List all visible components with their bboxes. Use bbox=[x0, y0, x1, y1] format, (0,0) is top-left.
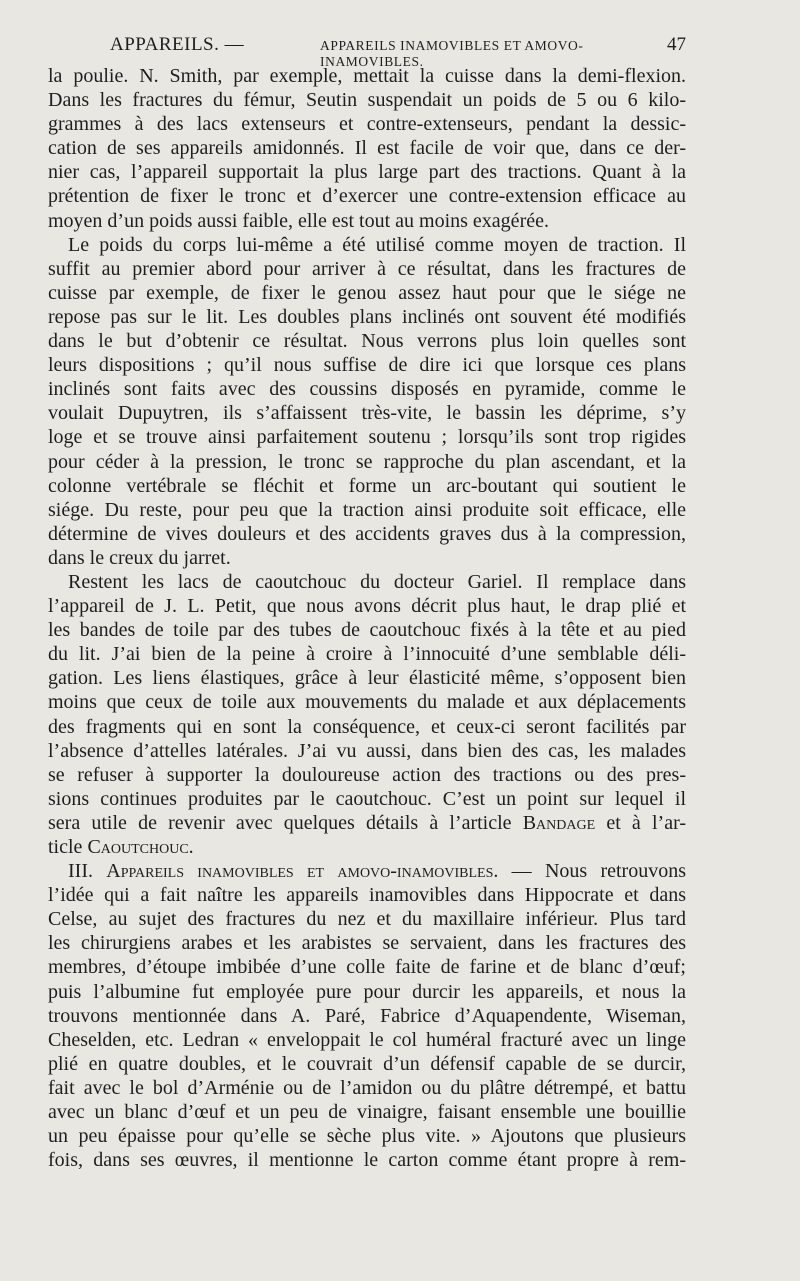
text-line: fois, dans ses œuvres, il mentionne le carton comme étant propre à rem- bbox=[48, 1149, 686, 1172]
text-line: gation. Les liens élastiques, grâce à leur élasticité même, s’opposent bien bbox=[48, 667, 686, 690]
text-line: cuisse par exemple, de fixer le genou assez haut pour que le siége ne bbox=[48, 281, 686, 304]
text-line: l’absence d’attelles latérales. J’ai vu aussi, dans bien des cas, les malades bbox=[48, 739, 686, 762]
header-dash: — bbox=[224, 34, 245, 55]
text-line: dans le but d’obtenir ce résultat. Nous verrons plus loin quelles sont bbox=[48, 330, 686, 353]
text-line: sions continues produites par le caoutchouc. C’est un point sur lequel il bbox=[48, 787, 686, 810]
text-line: moins que ceux de toile aux mouvements du malade et aux déplacements bbox=[48, 691, 686, 714]
body-text bbox=[48, 64, 686, 1172]
header-section bbox=[110, 34, 244, 56]
text-line: ticle Caoutchouc. bbox=[48, 836, 194, 858]
text-line: la poulie. N. Smith, par exemple, mettait la cuisse dans la demi-flexion. bbox=[48, 65, 686, 87]
text-line: inclinés sont faits avec des coussins disposés en pyramide, comme le bbox=[48, 378, 686, 401]
text-line: voulait Dupuytren, ils s’affaissent très-vite, le bassin les déprime, s’y bbox=[48, 402, 686, 425]
text-line: Cheselden, etc. Ledran « enveloppait le col huméral fracturé avec un linge bbox=[48, 1028, 686, 1051]
text-line: Celse, au sujet des fractures du nez et du maxillaire inférieur. Plus tard bbox=[48, 908, 686, 931]
text-line: l’idée qui a fait naître les appareils inamovibles dans Hippocrate et dans bbox=[48, 884, 686, 907]
text-line: cation de ses appareils amidonnés. Il est facile de voir que, dans ce der- bbox=[48, 137, 686, 160]
running-header bbox=[48, 32, 686, 69]
text-line: grammes à des lacs extenseurs et contre-extenseurs, pendant la dessic- bbox=[48, 113, 686, 136]
text-line: prétention de fixer le tronc et d’exercer une contre-extension efficace au bbox=[48, 185, 686, 208]
text-line: Dans les fractures du fémur, Seutin suspendait un poids de 5 ou 6 kilo- bbox=[48, 89, 686, 112]
text-line: membres, d’étoupe imbibée d’une colle faite de farine et de blanc d’œuf; bbox=[48, 956, 686, 979]
text-line: du lit. J’ai bien de la peine à croire à l’innocuité d’une semblable déli- bbox=[48, 643, 686, 666]
text-line: plié en quatre doubles, et le couvrait d’un défensif capable de se durcir, bbox=[48, 1052, 686, 1075]
text-line: leurs dispositions ; qu’il nous suffise de dire ici que lorsque ces plans bbox=[48, 354, 686, 377]
text-line: moyen d’un poids aussi faible, elle est tout au moins exagérée. bbox=[48, 209, 549, 232]
text-line: fait avec le bol d’Arménie ou de l’amidon ou du plâtre détrempé, et battu bbox=[48, 1076, 686, 1099]
text-line: loge et se trouve ainsi parfaitement soutenu ; lorsqu’ils sont trop rigides bbox=[48, 426, 686, 449]
small-caps-term: Appareils inamovibles et amovo-inamovibles bbox=[106, 860, 494, 883]
text-line: les bandes de toile par des tubes de caoutchouc fixés à la tête et au pied bbox=[48, 619, 686, 642]
text-line: se refuser à supporter la douloureuse action des tractions ou des pres- bbox=[48, 763, 686, 786]
small-caps-term: Bandage bbox=[522, 811, 596, 834]
text-line: des fragments qui en sont la conséquence, et ceux-ci seront facilités par bbox=[48, 715, 686, 738]
text-line: dans le creux du jarret. bbox=[48, 546, 231, 569]
text-line: Le poids du corps lui-même a été utilisé comme moyen de traction. Il bbox=[68, 233, 686, 256]
text-line: l’appareil de J. L. Petit, que nous avons décrit plus haut, le drap plié et bbox=[48, 595, 686, 618]
text-line: suffit au premier abord pour arriver à ce résultat, dans les fractures de bbox=[48, 257, 686, 280]
text-line: sera utile de revenir avec quelques détails à l’article Bandage et à l’ar- bbox=[48, 811, 686, 834]
header-subtitle: APPAREILS INAMOVIBLES ET AMOVO-INAMOVIBLES. bbox=[320, 38, 584, 69]
header-section-title: APPAREILS. bbox=[110, 34, 220, 55]
text-line: détermine de vives douleurs et des accidents graves dus à la compression, bbox=[48, 522, 686, 545]
text-line: avec un blanc d’œuf et un peu de vinaigre, faisant ensemble une bouillie bbox=[48, 1101, 686, 1124]
page-number: 47 bbox=[667, 34, 686, 55]
text-line: III. Appareils inamovibles et amovo-inamovibles. — Nous retrouvons bbox=[68, 860, 686, 883]
small-caps-term: Caoutchouc bbox=[87, 836, 189, 858]
text-line: pour céder à la pression, le tronc se rapproche du plan ascendant, et la bbox=[48, 450, 686, 473]
text-line: colonne vertébrale se fléchit et forme un arc-boutant qui soutient le bbox=[48, 474, 686, 497]
text-line: trouvons mentionnée dans A. Paré, Fabrice d’Aquapendente, Wiseman, bbox=[48, 1004, 686, 1027]
text-line: repose pas sur le lit. Les doubles plans inclinés ont souvent été modifiés bbox=[48, 305, 686, 328]
text-line: un peu épaisse pour qu’elle se sèche plus vite. » Ajoutons que plusieurs bbox=[48, 1125, 686, 1148]
text-line: nier cas, l’appareil supportait la plus large part des tractions. Quant à la bbox=[48, 161, 686, 184]
text-line: Restent les lacs de caoutchouc du docteur Gariel. Il remplace dans bbox=[68, 570, 686, 593]
text-line: les chirurgiens arabes et les arabistes se servaient, dans les fractures des bbox=[48, 932, 686, 955]
text-line: puis l’albumine fut employée pure pour durcir les appareils, et nous la bbox=[48, 980, 686, 1003]
text-line: siége. Du reste, pour peu que la traction ainsi produite soit efficace, elle bbox=[48, 498, 686, 521]
